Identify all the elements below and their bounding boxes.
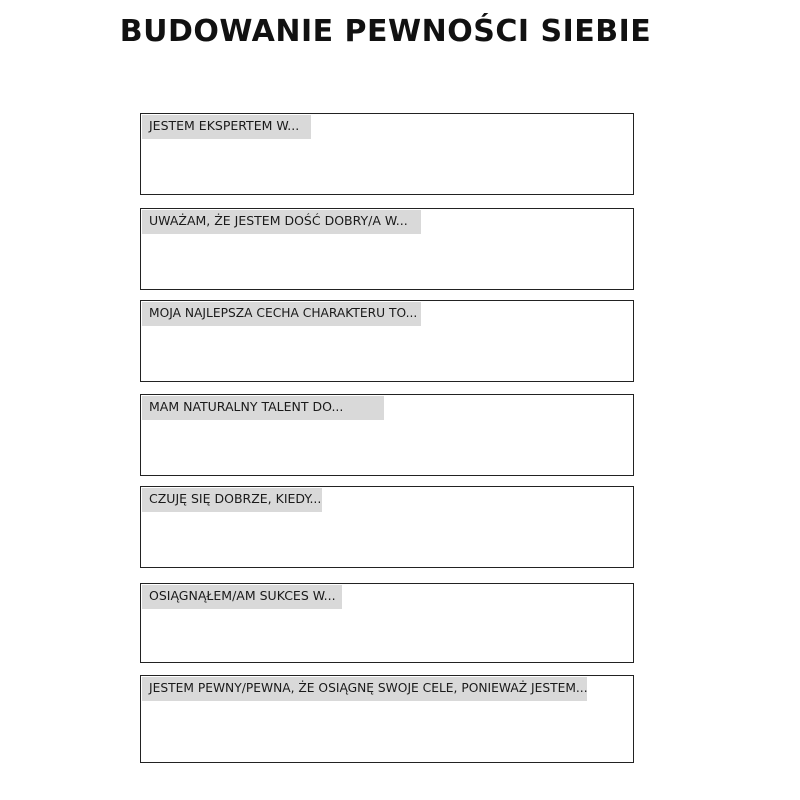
prompt-box-best-trait bbox=[140, 300, 634, 382]
prompt-label: JESTEM PEWNY/PEWNA, ŻE OSIĄGNĘ SWOJE CELE, PONIEWAŻ JESTEM... bbox=[142, 677, 587, 701]
answer-field-confident[interactable] bbox=[145, 702, 629, 758]
answer-field-talent[interactable] bbox=[145, 421, 629, 471]
page-title: BUDOWANIE PEWNOŚCI SIEBIE bbox=[119, 14, 652, 49]
answer-field-good-at[interactable] bbox=[145, 235, 629, 285]
prompt-box-good-at bbox=[140, 208, 634, 290]
prompt-box-feel-good bbox=[140, 486, 634, 568]
prompt-label: MOJA NAJLEPSZA CECHA CHARAKTERU TO... bbox=[142, 302, 421, 326]
answer-field-best-trait[interactable] bbox=[145, 327, 629, 377]
prompt-box-expert bbox=[140, 113, 634, 195]
prompt-label: CZUJĘ SIĘ DOBRZE, KIEDY... bbox=[142, 488, 322, 512]
answer-field-success[interactable] bbox=[145, 610, 629, 658]
answer-field-feel-good[interactable] bbox=[145, 513, 629, 563]
prompt-label: MAM NATURALNY TALENT DO... bbox=[142, 396, 384, 420]
prompt-box-talent bbox=[140, 394, 634, 476]
prompt-box-confident bbox=[140, 675, 634, 763]
prompt-box-success bbox=[140, 583, 634, 663]
prompt-label: JESTEM EKSPERTEM W... bbox=[142, 115, 311, 139]
prompt-label: OSIĄGNĄŁEM/AM SUKCES W... bbox=[142, 585, 342, 609]
prompt-label: UWAŻAM, ŻE JESTEM DOŚĆ DOBRY/A W... bbox=[142, 210, 421, 234]
answer-field-expert[interactable] bbox=[145, 140, 629, 190]
